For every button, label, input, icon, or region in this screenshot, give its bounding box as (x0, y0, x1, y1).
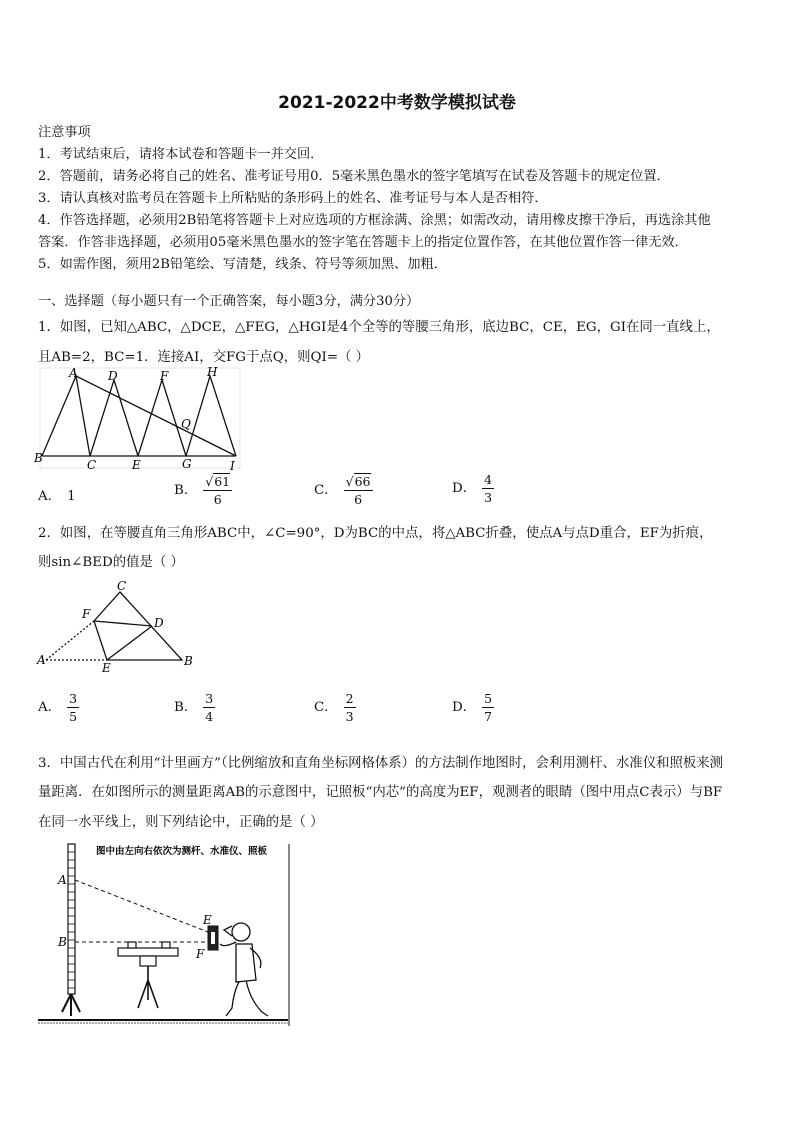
q1-option-c-denominator: 6 (354, 492, 363, 507)
q2-option-d-fraction (482, 691, 494, 724)
page-title: 2021-2022中考数学模拟试卷 (278, 93, 516, 113)
q2-option-d[interactable] (452, 691, 494, 724)
q1-option-c[interactable] (314, 474, 373, 507)
q3-figure (36, 840, 296, 1030)
q2-label-d: D (154, 616, 164, 630)
q2-option-b-numerator: 3 (205, 691, 214, 706)
q2-option-d-numerator: 5 (484, 691, 493, 706)
triangle-dce (90, 380, 138, 456)
q3-observer (220, 923, 268, 1016)
q1-option-a-value: 1 (67, 489, 76, 504)
q1-option-d[interactable] (452, 472, 494, 505)
q3-label-a: A (58, 873, 67, 887)
notice-item-4-cont: 答案．作答非选择题，必须用05毫米黑色墨水的签字笔在答题卡上的指定位置作答，在其他位置作答一律无效． (38, 235, 688, 250)
q2-option-a-label: A． (38, 700, 62, 715)
q2-option-a-denominator: 5 (69, 709, 78, 724)
q2-fold-ef (94, 621, 107, 660)
q1-option-b-label: B． (174, 483, 198, 498)
q2-option-b-fraction (203, 691, 215, 724)
triangle-abc (42, 376, 90, 456)
q1-option-d-fraction (482, 472, 494, 505)
q1-label-q: Q (181, 417, 191, 431)
q2-option-c-fraction (344, 691, 356, 724)
q1-option-a-label: A． (38, 489, 62, 504)
q1-figure-frame (40, 368, 240, 468)
notice-item-1: 1．考试结束后，请将本试卷和答题卡一并交回． (38, 147, 324, 162)
q3-sight-line-a (75, 880, 208, 932)
q1-label-e: E (132, 458, 141, 472)
q3-stem-line2: 量距离．在如图所示的测量距离AB的示意图中，记照板“内芯”的高度为EF，观测者的眼睛（图中用点C表示）与BF (38, 785, 723, 800)
q1-label-h: H (207, 365, 218, 379)
notice-item-3: 3．请认真核对监考员在答题卡上所粘贴的条形码上的姓名、准考证号与本人是否相符． (38, 191, 548, 206)
segment-ai (76, 376, 236, 456)
q3-measuring-pole (62, 844, 80, 1016)
q2-option-b-label: B． (174, 700, 198, 715)
q1-option-a[interactable] (38, 485, 76, 504)
q1-stem-line1: 1．如图，已知△ABC，△DCE，△FEG，△HGI是4个全等的等腰三角形，底边BC，CE，EG，GI在同一直线上， (38, 320, 720, 335)
notice-item-2: 2．答题前，请务必将自己的姓名、准考证号用0．5毫米黑色墨水的签字笔填写在试卷及答题卡的规定位置． (38, 169, 670, 184)
q2-label-c: C (117, 579, 127, 593)
q2-option-c-label: C． (314, 700, 338, 715)
q1-option-c-fraction: $\frac{√66}{6}$ (345, 474, 371, 507)
q2-label-e: E (102, 661, 111, 674)
q1-option-b-fraction: $\frac{√61}{6}$ (205, 474, 231, 507)
q1-label-a: A (69, 366, 78, 380)
q1-label-i: I (230, 459, 235, 473)
q2-option-d-denominator: 7 (484, 709, 493, 724)
q1-option-b-denominator: 6 (213, 492, 222, 507)
q3-label-f: F (196, 947, 205, 961)
section-heading: 一、选择题（每小题只有一个正确答案，每小题3分，满分30分） (38, 294, 420, 309)
q3-ground (38, 1020, 288, 1023)
q2-label-f: F (82, 607, 91, 621)
q1-label-f: F (160, 369, 169, 383)
q1-option-d-numerator: 4 (484, 472, 493, 487)
q2-option-b[interactable] (174, 691, 215, 724)
q1-label-g: G (182, 457, 192, 471)
notice-item-4: 4．作答选择题，必须用2B铅笔将答题卡上对应选项的方框涂满、涂黑；如需改动，请用橡皮擦干净后，再选涂其他 (38, 213, 711, 228)
q1-option-d-denominator: 3 (484, 490, 493, 505)
q3-stem-line1: 3．中国古代在利用“计里画方”（比例缩放和直角坐标网格体系）的方法制作地图时，会利用测杆、水准仪和照板来测 (38, 756, 724, 771)
q1-option-b-radicand: 61 (214, 474, 231, 489)
q1-option-d-label: D． (452, 481, 477, 496)
q2-option-a[interactable] (38, 691, 79, 724)
q2-option-a-numerator: 3 (69, 691, 78, 706)
q1-option-b[interactable] (174, 474, 232, 507)
q1-label-b: B (34, 451, 43, 465)
q3-sighting-board (208, 926, 218, 950)
q1-label-d: D (108, 369, 118, 383)
q2-stem-line2: 则sin∠BED的值是（ ） (38, 555, 184, 570)
q2-stem-line1: 2．如图，在等腰直角三角形ABC中，∠C=90°，D为BC的中点，将△ABC折叠，使点A与点D重合，EF为折痕， (38, 526, 713, 541)
q2-option-c[interactable] (314, 691, 356, 724)
q2-triangle-outline (94, 592, 182, 660)
q2-label-b: B (184, 654, 193, 668)
notice-item-5: 5．如需作图，须用2B铅笔绘、写清楚，线条、符号等须加黑、加粗． (38, 257, 447, 272)
q1-label-c: C (87, 458, 97, 472)
q2-segment-fd (94, 621, 152, 626)
q2-dotted-af (46, 621, 94, 660)
q2-option-a-fraction (67, 691, 79, 724)
q2-figure (32, 576, 202, 674)
q1-stem-line2: 且AB=2，BC=1．连接AI，交FG于点Q，则QI=（ ） (38, 350, 370, 365)
triangle-feg (138, 380, 186, 456)
q2-option-c-denominator: 3 (345, 709, 354, 724)
q2-option-d-label: D． (452, 700, 477, 715)
q2-label-a: A (37, 653, 46, 667)
q2-option-c-numerator: 2 (345, 691, 354, 706)
q2-option-b-denominator: 4 (205, 709, 214, 724)
q1-option-c-label: C． (314, 483, 338, 498)
q1-option-c-radicand: 66 (354, 474, 371, 489)
q3-label-e: E (203, 913, 212, 927)
q3-level-instrument (118, 942, 178, 1008)
q3-stem-line3: 在同一水平线上，则下列结论中，正确的是（ ） (38, 815, 324, 830)
q2-segment-ed (107, 626, 152, 660)
notice-heading: 注意事项 (38, 125, 91, 140)
q1-figure (32, 362, 242, 474)
q3-figure-caption: 图中由左向右依次为测杆、水准仪、照板 (96, 846, 268, 857)
q3-label-b: B (58, 935, 67, 949)
